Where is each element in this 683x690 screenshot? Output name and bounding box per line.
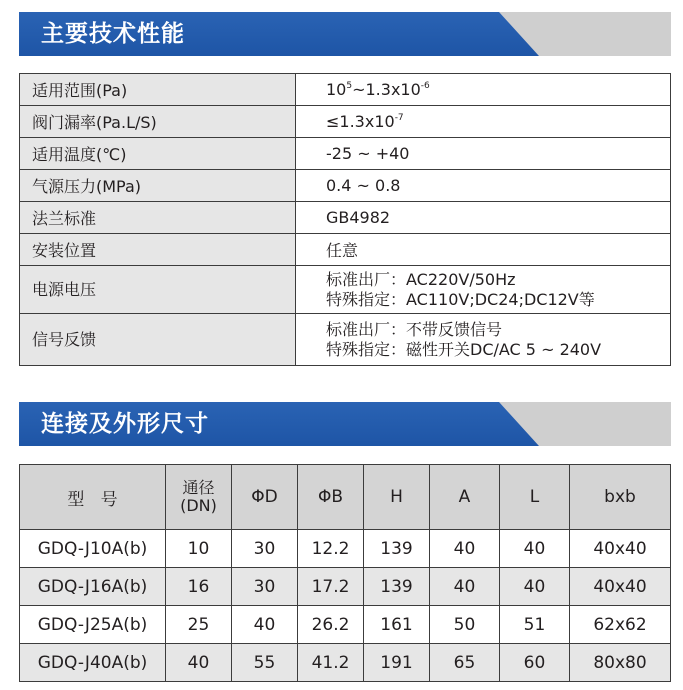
cell-phib: 26.2 <box>298 606 364 644</box>
table-row <box>20 568 671 606</box>
cell-bxb: 40x40 <box>570 530 671 568</box>
spec-value: GB4982 <box>296 202 671 234</box>
spec-label: 适用范围(Pa) <box>20 74 296 106</box>
cell-l: 40 <box>500 530 570 568</box>
cell-h: 139 <box>364 530 430 568</box>
cell-phib: 17.2 <box>298 568 364 606</box>
table-header-row <box>20 465 671 530</box>
cell-a: 50 <box>430 606 500 644</box>
cell-l: 51 <box>500 606 570 644</box>
cell-bxb: 80x80 <box>570 644 671 682</box>
section-title-specs: 主要技术性能 <box>41 21 185 47</box>
spec-label: 电源电压 <box>20 266 296 314</box>
cell-model: GDQ-J40A(b) <box>20 644 166 682</box>
spec-value-line: 特殊指定：AC110V;DC24;DC12V等 <box>326 289 595 309</box>
cell-h: 191 <box>364 644 430 682</box>
spec-label: 法兰标准 <box>20 202 296 234</box>
cell-h: 161 <box>364 606 430 644</box>
header-model: 型 号 <box>20 465 166 530</box>
spec-value: 0.4 ~ 0.8 <box>296 170 671 202</box>
spec-label: 阀门漏率(Pa.L/S) <box>20 106 296 138</box>
cell-phid: 40 <box>232 606 298 644</box>
spec-value-line: 特殊指定：磁性开关DC/AC 5 ~ 240V <box>326 339 602 359</box>
spec-label: 信号反馈 <box>20 314 296 366</box>
cell-h: 139 <box>364 568 430 606</box>
spec-value-line: 标准出厂：AC220V/50Hz <box>326 269 516 289</box>
spec-row-range <box>20 74 671 106</box>
cell-l: 60 <box>500 644 570 682</box>
cell-phid: 55 <box>232 644 298 682</box>
dimensions-table <box>19 464 671 682</box>
spec-row-power <box>20 266 671 314</box>
cell-a: 65 <box>430 644 500 682</box>
spec-label: 气源压力(MPa) <box>20 170 296 202</box>
header-phib: ΦB <box>298 465 364 530</box>
section-title-dimensions: 连接及外形尺寸 <box>41 411 209 437</box>
spec-value: 任意 <box>296 234 671 266</box>
cell-dn: 10 <box>166 530 232 568</box>
spec-row-air <box>20 170 671 202</box>
section-banner-specs <box>19 12 671 56</box>
header-phid: ΦD <box>232 465 298 530</box>
spec-value: $\le 1.3x10^{-7}$ <box>296 106 671 138</box>
spec-row-signal <box>20 314 671 366</box>
spec-table <box>19 73 671 366</box>
section-banner-dimensions <box>19 402 671 446</box>
spec-value: $10^5\sim 1.3x10^{-6}$ <box>296 74 671 106</box>
cell-dn: 16 <box>166 568 232 606</box>
cell-phid: 30 <box>232 530 298 568</box>
cell-l: 40 <box>500 568 570 606</box>
cell-phib: 12.2 <box>298 530 364 568</box>
cell-a: 40 <box>430 568 500 606</box>
cell-phib: 41.2 <box>298 644 364 682</box>
spec-value-line: 标准出厂：不带反馈信号 <box>326 319 503 339</box>
header-l: L <box>500 465 570 530</box>
spec-value <box>296 266 671 314</box>
header-a: A <box>430 465 500 530</box>
cell-bxb: 62x62 <box>570 606 671 644</box>
cell-a: 40 <box>430 530 500 568</box>
spec-value <box>296 314 671 366</box>
spec-row-temp <box>20 138 671 170</box>
cell-dn: 40 <box>166 644 232 682</box>
spec-row-leak <box>20 106 671 138</box>
cell-model: GDQ-J10A(b) <box>20 530 166 568</box>
spec-row-flange <box>20 202 671 234</box>
cell-model: GDQ-J25A(b) <box>20 606 166 644</box>
table-row <box>20 644 671 682</box>
header-h: H <box>364 465 430 530</box>
spec-label: 适用温度(℃) <box>20 138 296 170</box>
cell-dn: 25 <box>166 606 232 644</box>
header-dn: 通径 (DN) <box>166 465 232 530</box>
header-bxb: bxb <box>570 465 671 530</box>
spec-value: -25 ~ +40 <box>296 138 671 170</box>
spec-label: 安装位置 <box>20 234 296 266</box>
cell-bxb: 40x40 <box>570 568 671 606</box>
cell-model: GDQ-J16A(b) <box>20 568 166 606</box>
cell-phid: 30 <box>232 568 298 606</box>
table-row <box>20 530 671 568</box>
spec-row-mount <box>20 234 671 266</box>
table-row <box>20 606 671 644</box>
